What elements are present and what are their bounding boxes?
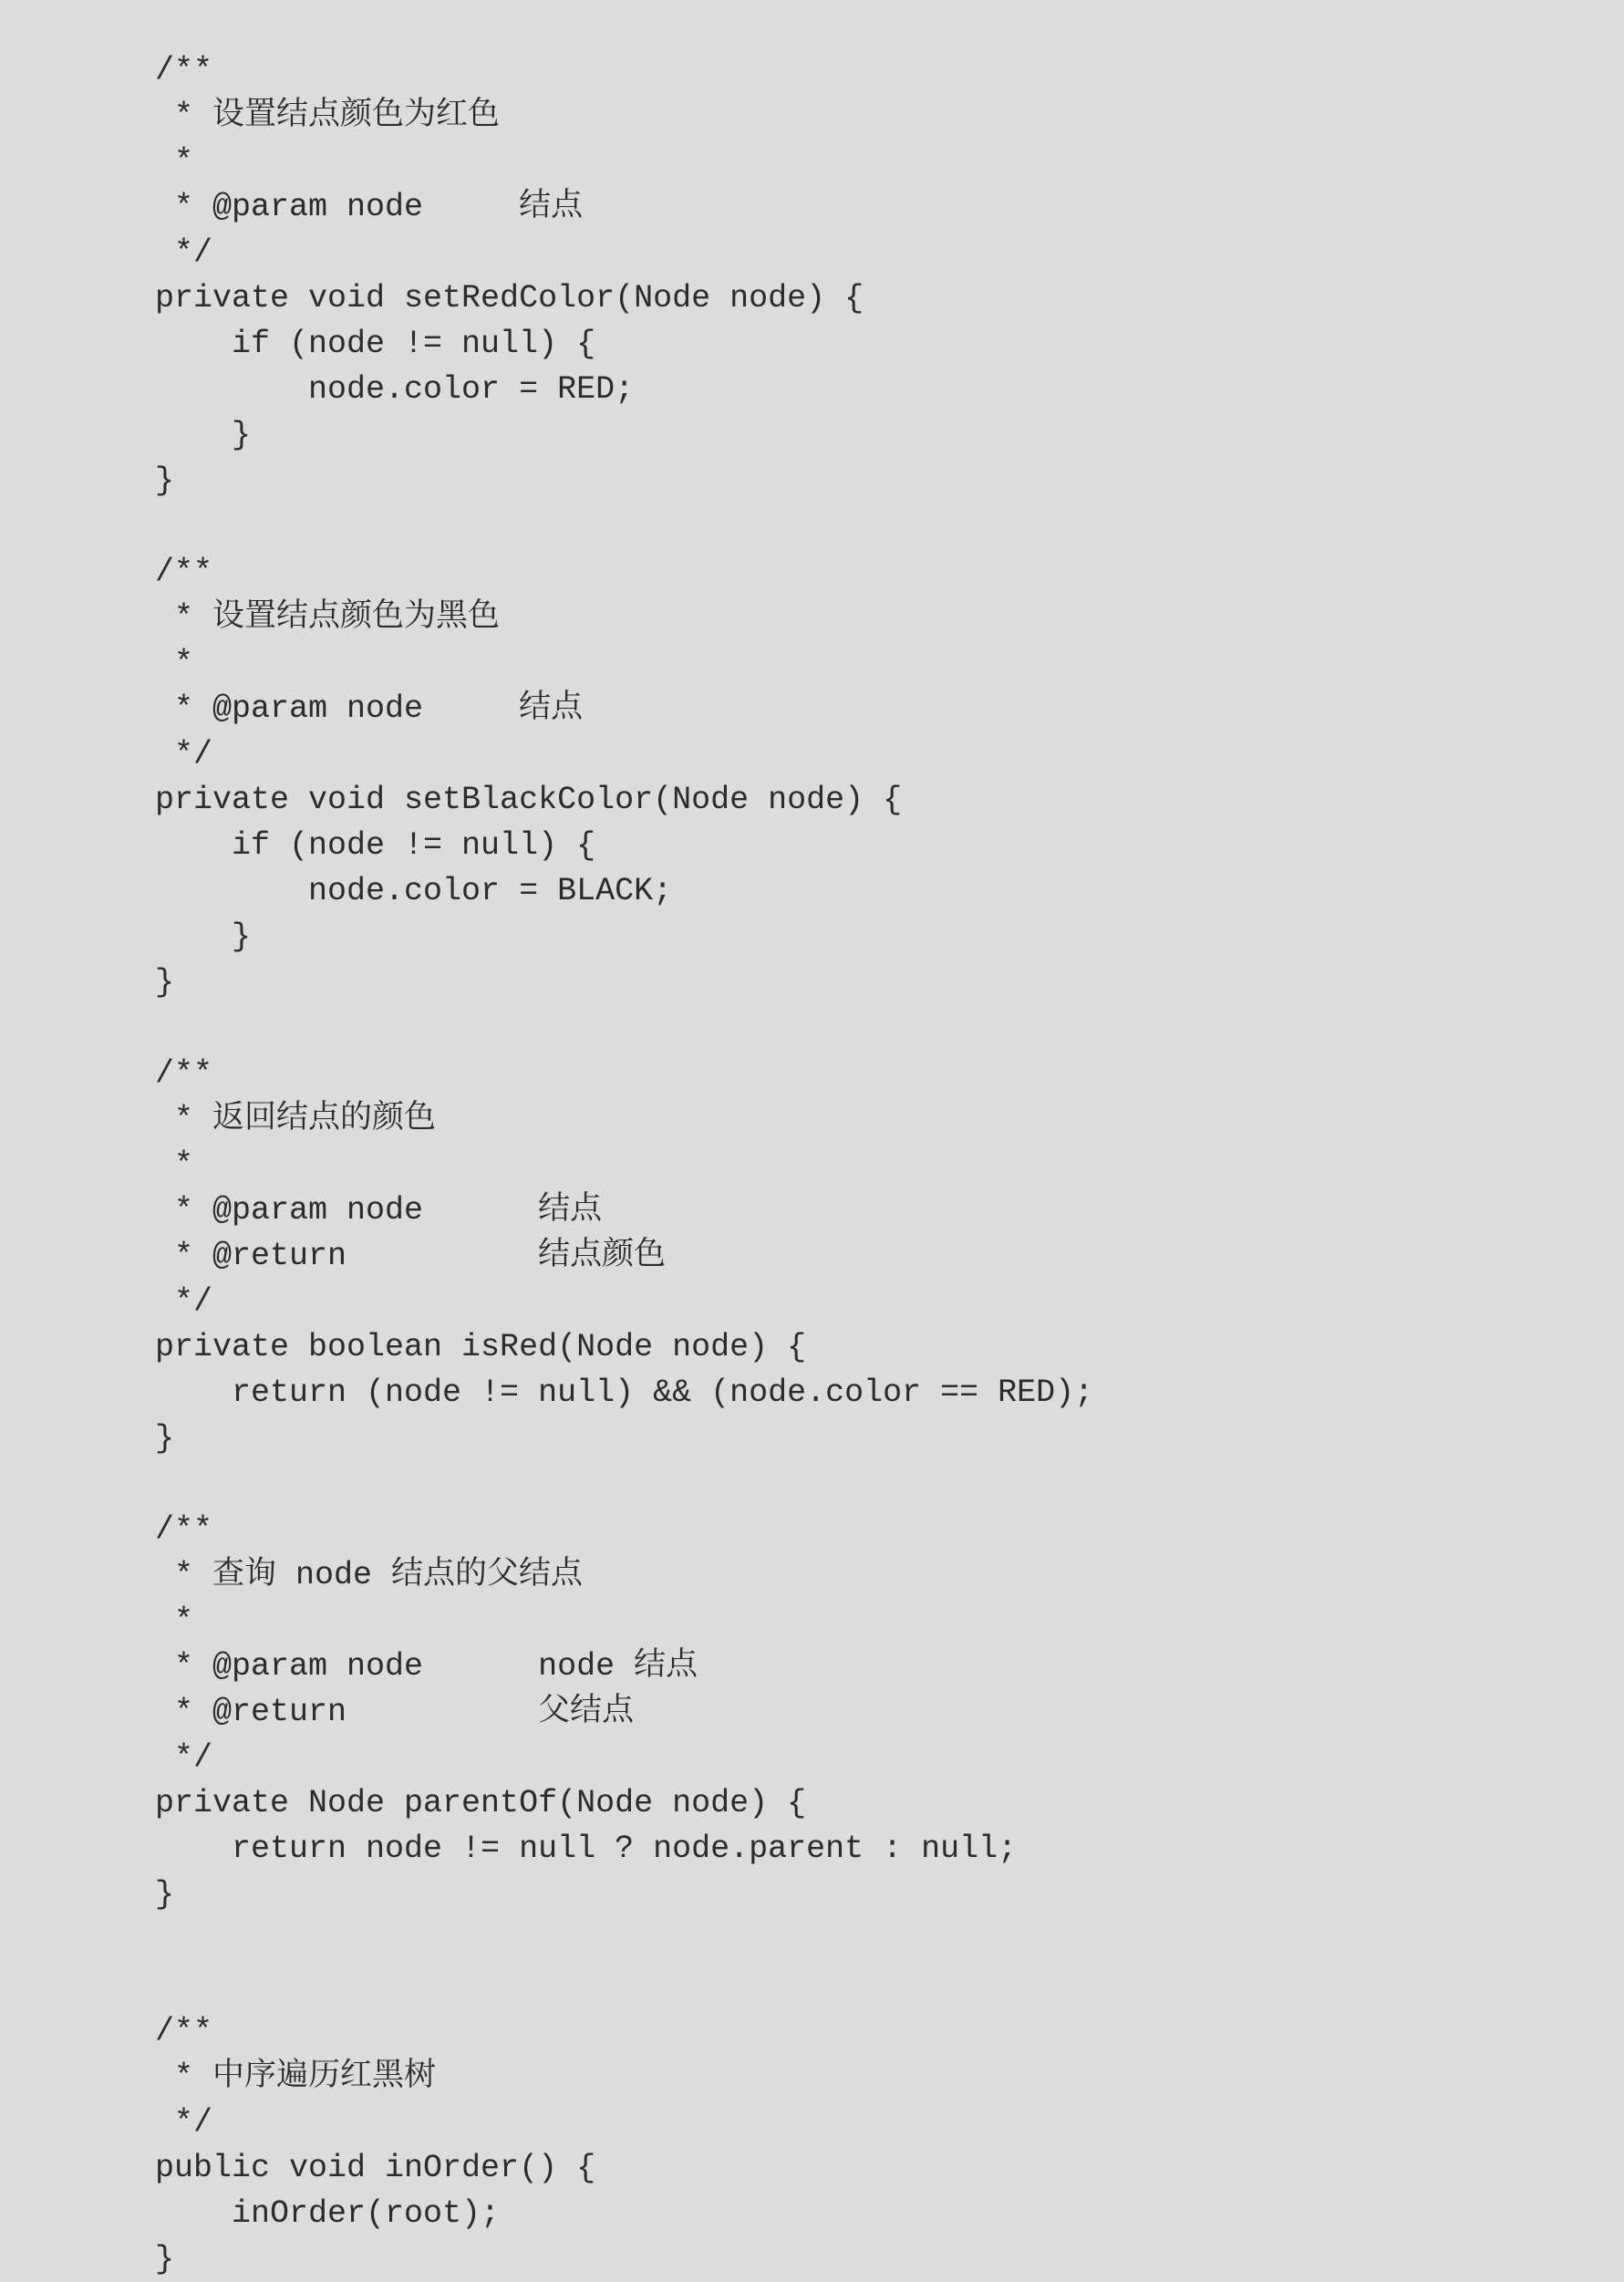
code-line: * bbox=[155, 1603, 194, 1639]
code-line: * bbox=[155, 143, 194, 180]
code-line: private void setRedColor(Node node) { bbox=[155, 280, 864, 316]
code-line: * @return 父结点 bbox=[155, 1694, 635, 1730]
code-line: } bbox=[155, 2241, 175, 2277]
code-line: * 返回结点的颜色 bbox=[155, 1101, 437, 1137]
code-line: */ bbox=[155, 234, 213, 271]
code-line: if (node != null) { bbox=[155, 827, 596, 864]
code-line: node.color = RED; bbox=[155, 371, 635, 408]
code-line: /** bbox=[155, 554, 213, 590]
code-line: * @param node node 结点 bbox=[155, 1648, 698, 1685]
code-line: } bbox=[155, 1420, 175, 1457]
code-line: * @param node 结点 bbox=[155, 189, 584, 225]
code-line: inOrder(root); bbox=[155, 2195, 501, 2232]
code-line: * @param node 结点 bbox=[155, 1192, 603, 1229]
code-line: } bbox=[155, 462, 175, 499]
code-line: * @return 结点颜色 bbox=[155, 1238, 667, 1274]
code-line: node.color = BLACK; bbox=[155, 873, 673, 909]
code-line: } bbox=[155, 918, 252, 955]
code-line: return node != null ? node.parent : null; bbox=[155, 1831, 1018, 1867]
code-line: */ bbox=[155, 1283, 213, 1320]
code-line: * 设置结点颜色为红色 bbox=[155, 98, 501, 134]
code-line bbox=[155, 1461, 1093, 1507]
code-line: /** bbox=[155, 1055, 213, 1092]
code-line: } bbox=[155, 964, 175, 1001]
code-line: * @param node 结点 bbox=[155, 690, 584, 727]
code-line: if (node != null) { bbox=[155, 326, 596, 362]
code-line: */ bbox=[155, 2104, 213, 2141]
code-line bbox=[155, 1917, 1093, 1963]
code-line: private Node parentOf(Node node) { bbox=[155, 1785, 807, 1821]
code-line: * 查询 node 结点的父结点 bbox=[155, 1557, 584, 1593]
code-line: */ bbox=[155, 1739, 213, 1776]
code-line: private boolean isRed(Node node) { bbox=[155, 1329, 807, 1365]
code-line: } bbox=[155, 417, 252, 453]
code-line bbox=[155, 503, 1093, 549]
code-listing bbox=[155, 47, 1093, 2282]
code-line: * 中序遍历红黑树 bbox=[155, 2059, 437, 2095]
code-line: return (node != null) && (node.color == RED); bbox=[155, 1374, 1094, 1411]
code-line: * bbox=[155, 645, 194, 681]
code-line: public void inOrder() { bbox=[155, 2150, 596, 2186]
code-line: */ bbox=[155, 736, 213, 773]
code-line: /** bbox=[155, 52, 213, 88]
code-line: * 设置结点颜色为黑色 bbox=[155, 599, 501, 636]
code-line bbox=[155, 1963, 1093, 2008]
code-line: } bbox=[155, 1876, 175, 1913]
code-line: /** bbox=[155, 1511, 213, 1548]
code-line: private void setBlackColor(Node node) { bbox=[155, 782, 903, 818]
code-line bbox=[155, 1005, 1093, 1051]
code-line: * bbox=[155, 1146, 194, 1183]
code-line: /** bbox=[155, 2013, 213, 2049]
